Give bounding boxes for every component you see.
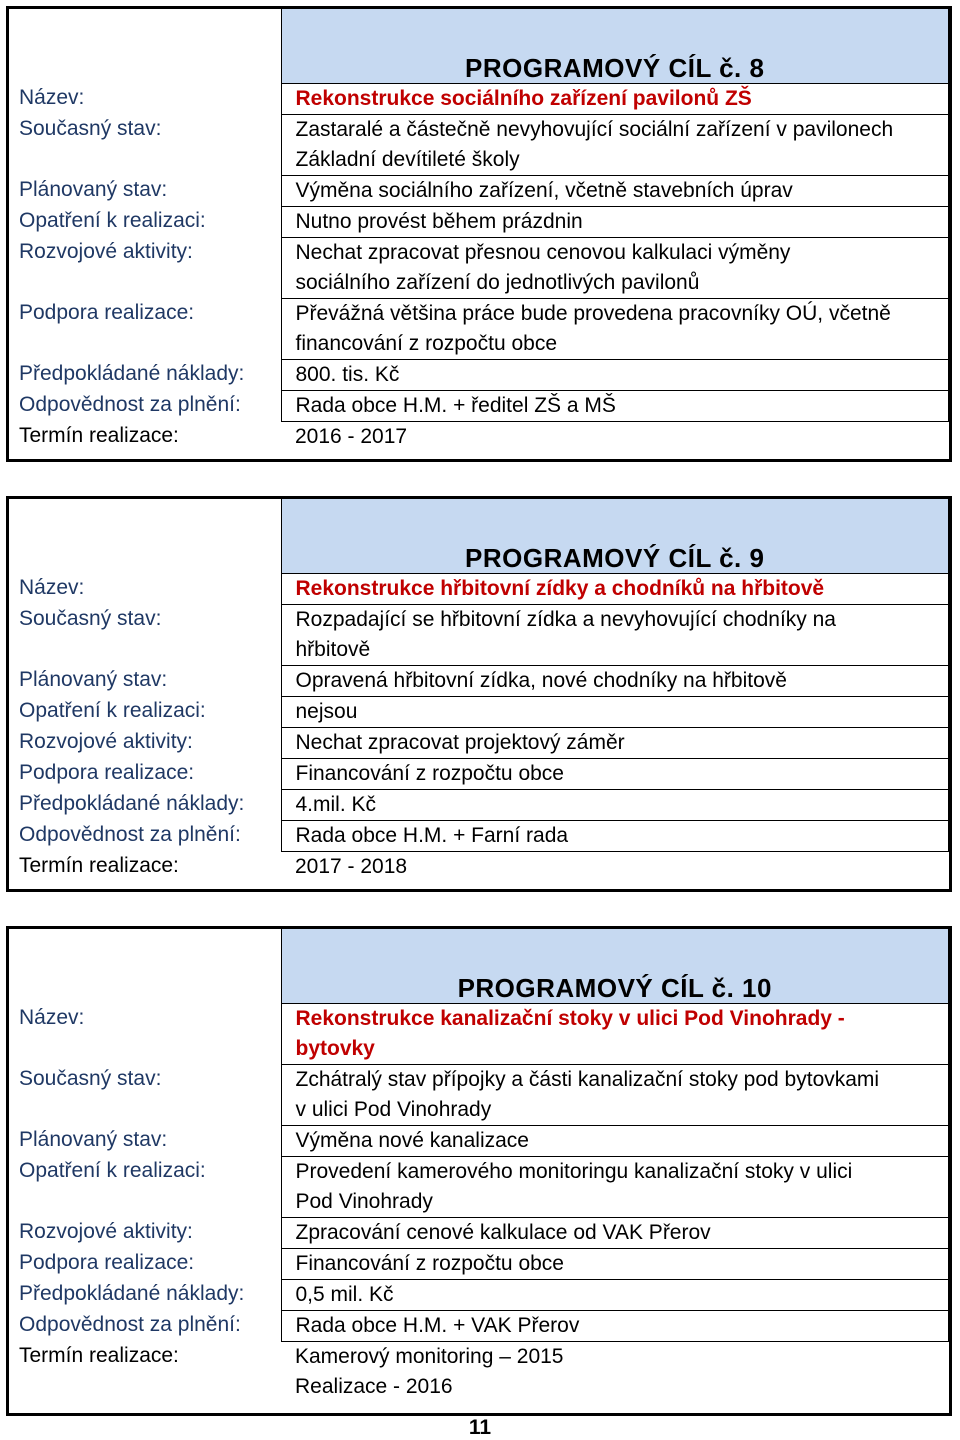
value-support: Převážná většina práce bude provedena pracovníky OÚ, včetně financování z rozpočtu obce [281, 298, 949, 359]
label-planned-state: Plánovaný stav: [19, 178, 168, 201]
label-responsibility: Odpovědnost za plnění: [19, 393, 241, 416]
value-name: Rekonstrukce hřbitovní zídky a chodníků na hřbitově [281, 573, 949, 604]
value-current-state: Zchátralý stav přípojky a části kanalizační stoky pod bytovkami v ulici Pod Vinohrady [281, 1064, 949, 1125]
label-deadline: Termín realizace: [19, 424, 179, 447]
goal-title: PROGRAMOVÝ CÍL č. 9 [281, 499, 949, 573]
value-responsibility: Rada obce H.M. + Farní rada [281, 820, 949, 851]
goal-table [9, 499, 949, 882]
label-costs: Předpokládané náklady: [19, 1282, 245, 1305]
program-goal-10 [6, 926, 952, 1416]
program-goal-9 [6, 496, 952, 892]
goal-title: PROGRAMOVÝ CÍL č. 8 [281, 9, 949, 83]
value-development: Nechat zpracovat přesnou cenovou kalkulaci výměny sociálního zařízení do jednotlivých pavilonů [281, 237, 949, 298]
value-responsibility: Rada obce H.M. + VAK Přerov [281, 1310, 949, 1341]
value-planned-state: Výměna nové kanalizace [281, 1125, 949, 1156]
page-number: 11 [468, 1416, 492, 1439]
label-current-state: Současný stav: [19, 607, 162, 630]
label-costs: Předpokládané náklady: [19, 792, 245, 815]
label-measures: Opatření k realizaci: [19, 1159, 206, 1182]
label-deadline: Termín realizace: [19, 1344, 179, 1367]
label-name: Název: [19, 86, 85, 109]
value-name: Rekonstrukce sociálního zařízení pavilonů ZŠ [281, 83, 949, 114]
label-current-state: Současný stav: [19, 1067, 162, 1090]
value-planned-state: Výměna sociálního zařízení, včetně stavebních úprav [281, 175, 949, 206]
label-measures: Opatření k realizaci: [19, 699, 206, 722]
label-current-state: Současný stav: [19, 117, 162, 140]
label-responsibility: Odpovědnost za plnění: [19, 1313, 241, 1336]
label-name: Název: [19, 576, 85, 599]
label-support: Podpora realizace: [19, 1251, 195, 1274]
label-costs: Předpokládané náklady: [19, 362, 245, 385]
value-deadline: 2017 - 2018 [295, 854, 408, 878]
label-development: Rozvojové aktivity: [19, 1220, 193, 1243]
value-measures: nejsou [281, 696, 949, 727]
value-support: Financování z rozpočtu obce [281, 1248, 949, 1279]
label-development: Rozvojové aktivity: [19, 730, 193, 753]
value-costs: 800. tis. Kč [281, 359, 949, 390]
value-current-state: Zastaralé a částečně nevyhovující sociální zařízení v pavilonech Základní devítileté školy [281, 114, 949, 175]
value-deadline: Kamerový monitoring – 2015 Realizace - 2016 [295, 1344, 564, 1398]
goal-table [9, 929, 949, 1402]
label-support: Podpora realizace: [19, 301, 195, 324]
label-planned-state: Plánovaný stav: [19, 668, 168, 691]
value-costs: 4.mil. Kč [281, 789, 949, 820]
goal-title: PROGRAMOVÝ CÍL č. 10 [281, 929, 949, 1003]
label-planned-state: Plánovaný stav: [19, 1128, 168, 1151]
goal-table [9, 9, 949, 452]
value-measures: Provedení kamerového monitoringu kanalizační stoky v ulici Pod Vinohrady [281, 1156, 949, 1217]
program-goal-8 [6, 6, 952, 462]
label-name: Název: [19, 1006, 85, 1029]
value-measures: Nutno provést během prázdnin [281, 206, 949, 237]
label-deadline: Termín realizace: [19, 854, 179, 877]
value-development: Nechat zpracovat projektový záměr [281, 727, 949, 758]
label-support: Podpora realizace: [19, 761, 195, 784]
value-costs: 0,5 mil. Kč [281, 1279, 949, 1310]
value-support: Financování z rozpočtu obce [281, 758, 949, 789]
value-current-state: Rozpadající se hřbitovní zídka a nevyhovující chodníky na hřbitově [281, 604, 949, 665]
label-responsibility: Odpovědnost za plnění: [19, 823, 241, 846]
value-responsibility: Rada obce H.M. + ředitel ZŠ a MŠ [281, 390, 949, 421]
value-deadline: 2016 - 2017 [295, 424, 408, 448]
value-development: Zpracování cenové kalkulace od VAK Přerov [281, 1217, 949, 1248]
value-name: Rekonstrukce kanalizační stoky v ulici Pod Vinohrady - bytovky [281, 1003, 949, 1064]
label-development: Rozvojové aktivity: [19, 240, 193, 263]
label-measures: Opatření k realizaci: [19, 209, 206, 232]
value-planned-state: Opravená hřbitovní zídka, nové chodníky na hřbitově [281, 665, 949, 696]
